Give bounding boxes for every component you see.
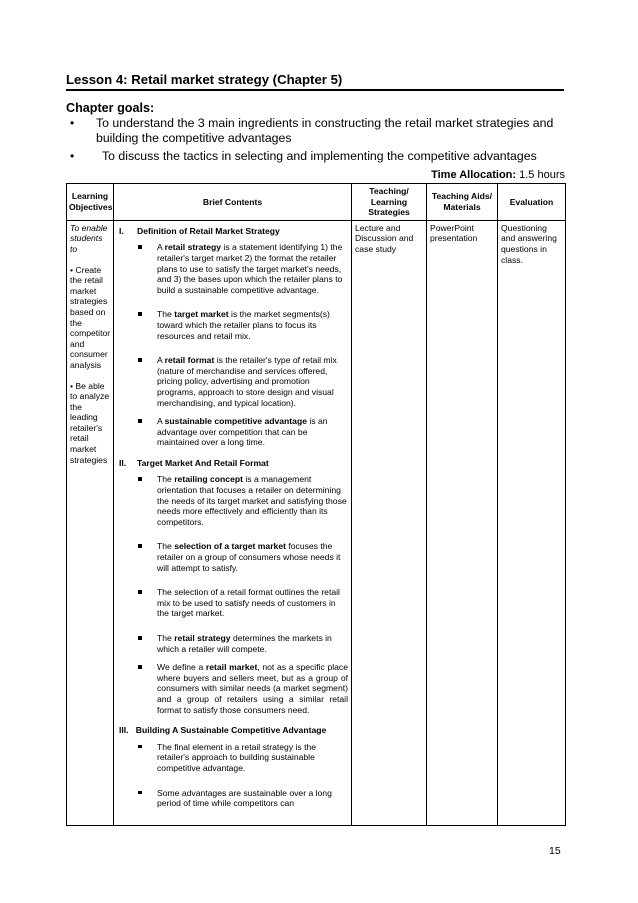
header-brief-contents: Brief Contents [114, 184, 352, 221]
lesson-plan-table [66, 183, 566, 826]
section-bullets [117, 742, 348, 809]
list-item: The retail strategy determines the markets in which a retailer will compete. [137, 633, 348, 654]
chapter-goals-heading: Chapter goals: [66, 101, 155, 115]
list-item: We define a retail market, not as a specific place where buyers and sellers meet, but as a group of consumers with similar needs (a market segment) and a group of retailers using a similar retail format to satisfy those consumers need. [137, 662, 348, 715]
aids-cell: PowerPoint presentation [427, 220, 498, 825]
list-item: A sustainable competitive advantage is an advantage over competition that can be maintained over a long time. [137, 416, 348, 448]
header-teaching-aids: Teaching Aids/ Materials [427, 184, 498, 221]
chapter-goals-list [66, 116, 566, 167]
evaluation-cell: Questioning and answering questions in class. [498, 220, 566, 825]
list-item: A retail strategy is a statement identifying 1) the retailer's target market 2) the format the retailer plans to use to satisfy the target market's needs, and 3) the bases upon which the retailer plans to build a sustainable competitive advantage. [137, 242, 348, 295]
square-bullet-icon [138, 419, 142, 423]
list-item: The selection of a retail format outlines the retail mix to be used to satisfy needs of customers in the target market. [137, 587, 348, 619]
square-bullet-icon [138, 590, 142, 594]
section-bullets [117, 474, 348, 715]
square-bullet-icon [138, 358, 142, 362]
list-item: A retail format is the retailer's type of retail mix (nature of merchandise and services offered, pricing policy, advertising and promotion programs, approach to store design and visual merchandising, and typical location). [137, 355, 348, 408]
objective-item: • Be able to analyze the leading retailer's retail market strategies [70, 380, 110, 465]
strategies-cell: Lecture and Discussion and case study [352, 220, 427, 825]
header-evaluation: Evaluation [498, 184, 566, 221]
list-item: The selection of a target market focuses the retailer on a group of consumers whose needs it will attempt to satisfy. [137, 541, 348, 573]
square-bullet-icon [138, 312, 142, 316]
square-bullet-icon [138, 477, 142, 481]
objective-item: • Create the retail market strategies based on the competitor and consumer analysis [70, 264, 111, 370]
section-bullets [117, 242, 348, 448]
bullet-dot-icon: • [70, 149, 75, 163]
table-header-row [67, 184, 566, 221]
section-heading: I. Definition of Retail Market Strategy [119, 225, 280, 236]
square-bullet-icon [138, 665, 142, 669]
header-learning-objectives: Learning Objectives [67, 184, 114, 221]
table-row [67, 220, 566, 825]
section-heading: III. Building A Sustainable Competitive Advantage [119, 725, 327, 736]
time-allocation [431, 169, 565, 181]
time-allocation-label: Time Allocation: [431, 169, 517, 181]
objectives-cell [67, 220, 114, 825]
section-heading: II. Target Market And Retail Format [119, 457, 269, 468]
square-bullet-icon [138, 636, 142, 640]
square-bullet-icon [138, 245, 142, 249]
list-item: The final element in a retail strategy is the retailer's approach to building sustainable competitive advantage. [137, 742, 348, 774]
header-teaching-strategies: Teaching/ Learning Strategies [352, 184, 427, 221]
list-item: The target market is the market segments(s) toward which the retailer plans to focus its resources and retail mix. [137, 309, 348, 341]
list-item: The retailing concept is a management orientation that focuses a retailer on determining the needs of its target market and satisfying those needs more effectively and efficiently than its competitors. [137, 474, 348, 527]
square-bullet-icon [138, 544, 142, 548]
bullet-dot-icon: • [70, 116, 75, 130]
square-bullet-icon [138, 745, 142, 749]
time-allocation-value: 1.5 hours [519, 169, 565, 181]
objectives-intro: To enable students to [70, 222, 108, 254]
goal-item: • To understand the 3 main ingredients in constructing the retail market strategies and building the competitive advantages [70, 116, 554, 145]
goal-item: • To discuss the tactics in selecting and implementing the competitive advantages [70, 149, 537, 163]
list-item: Some advantages are sustainable over a long period of time while competitors can [137, 788, 348, 809]
brief-contents-cell [114, 220, 352, 825]
lesson-title: Lesson 4: Retail market strategy (Chapter 5) [66, 72, 564, 91]
page-number: 15 [549, 845, 561, 857]
square-bullet-icon [138, 791, 142, 795]
